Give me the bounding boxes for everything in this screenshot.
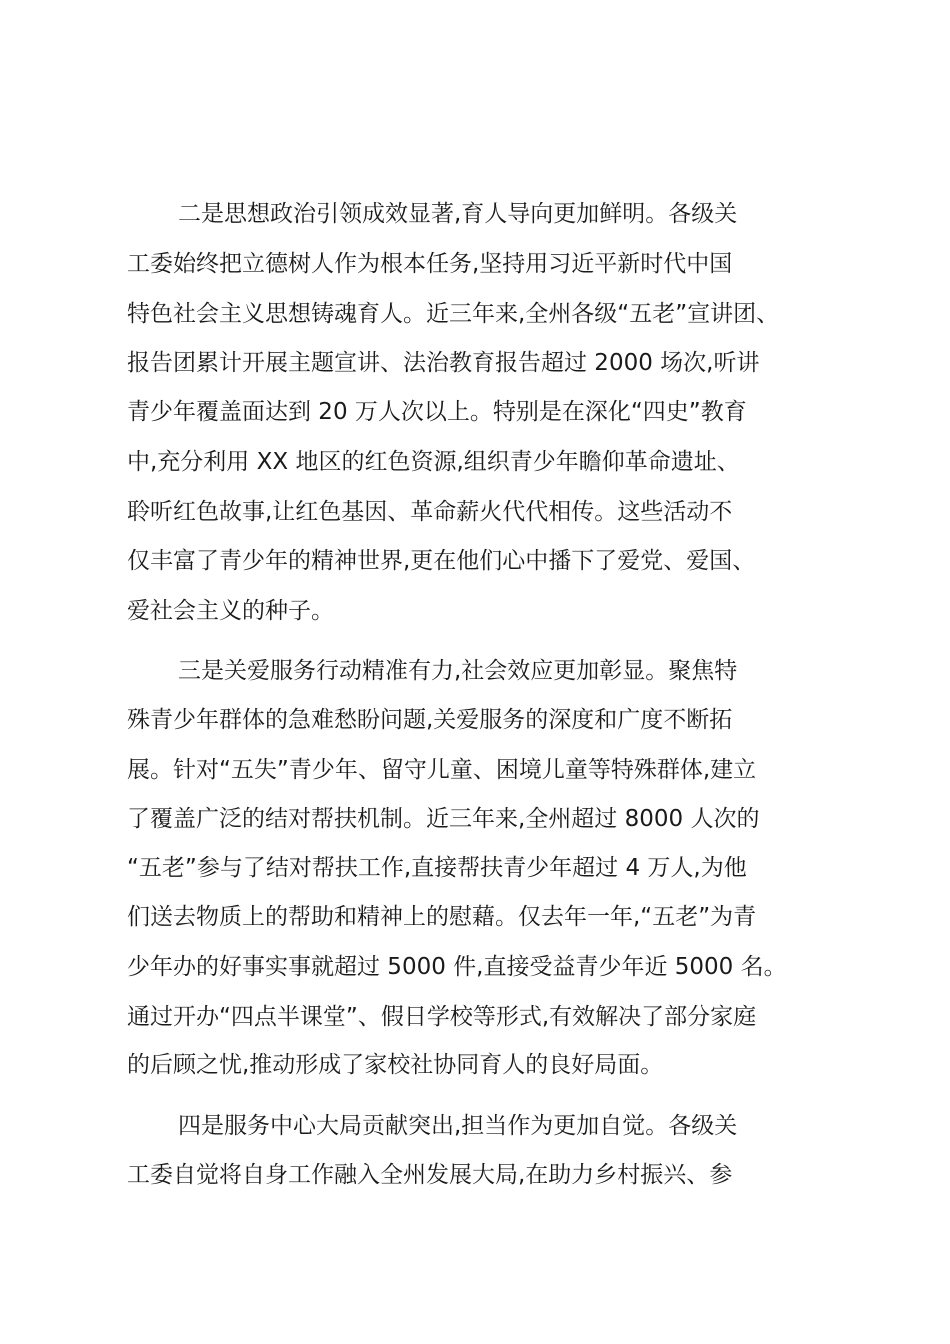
paragraph-2-line-3: 展。针对“五失”青少年、留守儿童、困境儿童等特殊群体,建立 bbox=[127, 757, 757, 783]
paragraph-2-line-7: 少年办的好事实事就超过 5000 件,直接受益青少年近 5000 名。 bbox=[127, 954, 787, 980]
paragraph-3-line-2: 工委自觉将自身工作融入全州发展大局,在助力乡村振兴、参 bbox=[127, 1162, 733, 1188]
paragraph-1-line-4: 报告团累计开展主题宣讲、法治教育报告超过 2000 场次,听讲 bbox=[127, 350, 760, 376]
paragraph-2-line-5: “五老”参与了结对帮扶工作,直接帮扶青少年超过 4 万人,为他 bbox=[127, 855, 747, 881]
paragraph-2-line-1: 三是关爱服务行动精准有力,社会效应更加彰显。聚焦特 bbox=[178, 658, 738, 684]
paragraph-1-line-3: 特色社会主义思想铸魂育人。近三年来,全州各级“五老”宣讲团、 bbox=[127, 301, 780, 327]
paragraph-1-line-9: 爱社会主义的种子。 bbox=[127, 598, 334, 624]
paragraph-1-line-8: 仅丰富了青少年的精神世界,更在他们心中播下了爱党、爱国、 bbox=[127, 548, 756, 574]
paragraph-1-line-5: 青少年覆盖面达到 20 万人次以上。特别是在深化“四史”教育 bbox=[127, 399, 747, 425]
paragraph-1-line-2: 工委始终把立德树人作为根本任务,坚持用习近平新时代中国 bbox=[127, 251, 733, 277]
paragraph-2-line-6: 们送去物质上的帮助和精神上的慰藉。仅去年一年,“五老”为青 bbox=[127, 904, 757, 930]
paragraph-1-line-7: 聆听红色故事,让红色基因、革命薪火代代相传。这些活动不 bbox=[127, 499, 733, 525]
paragraph-1-line-6: 中,充分利用 XX 地区的红色资源,组织青少年瞻仰革命遗址、 bbox=[127, 449, 740, 475]
paragraph-2-line-4: 了覆盖广泛的结对帮扶机制。近三年来,全州超过 8000 人次的 bbox=[127, 806, 760, 832]
paragraph-1-line-1: 二是思想政治引领成效显著,育人导向更加鲜明。各级关 bbox=[178, 201, 738, 227]
paragraph-2-line-8: 通过开办“四点半课堂”、假日学校等形式,有效解决了部分家庭 bbox=[127, 1004, 757, 1030]
paragraph-2-line-2: 殊青少年群体的急难愁盼问题,关爱服务的深度和广度不断拓 bbox=[127, 707, 733, 733]
paragraph-2-line-9: 的后顾之忧,推动形成了家校社协同育人的良好局面。 bbox=[127, 1052, 664, 1078]
paragraph-3-line-1: 四是服务中心大局贡献突出,担当作为更加自觉。各级关 bbox=[178, 1113, 738, 1139]
